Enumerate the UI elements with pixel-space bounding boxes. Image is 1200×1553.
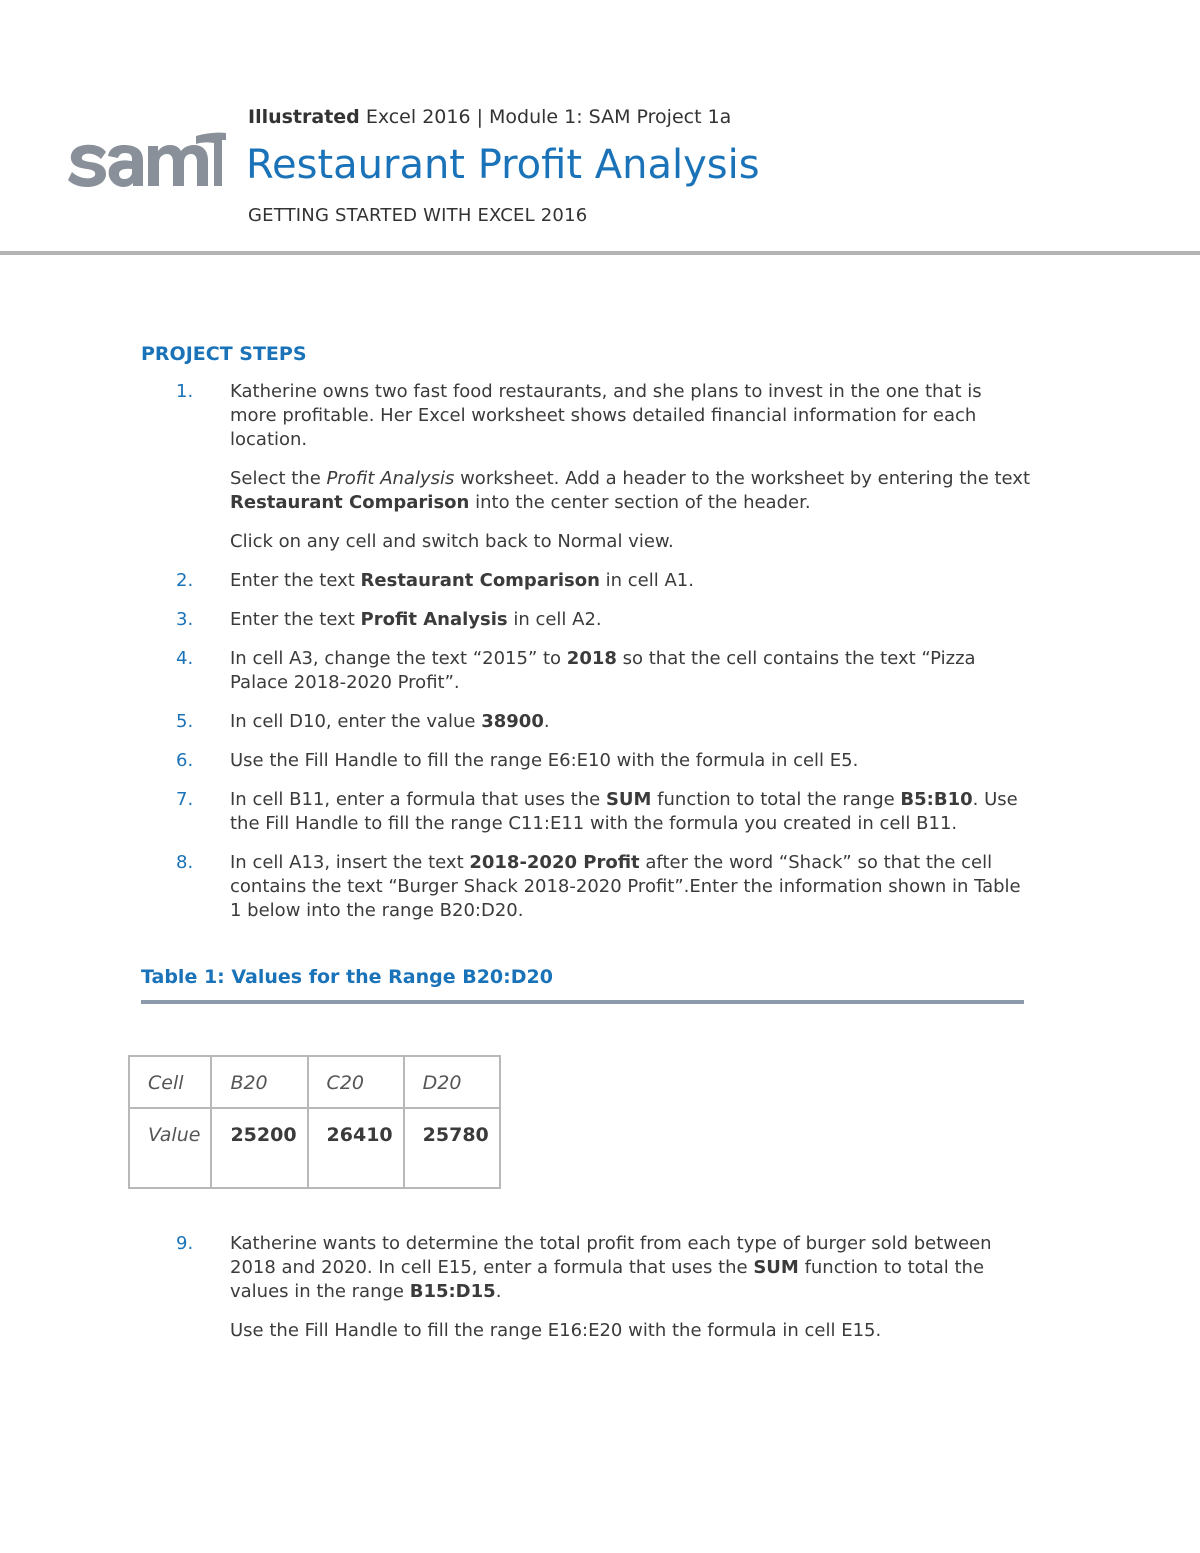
step-number: 7. — [176, 789, 194, 810]
step-paragraph: Katherine wants to determine the total profit from each type of burger sold between 2018 and 2020. In cell E15, enter a formula that uses the SUM function to total the values in the range B15:D15. — [230, 1233, 992, 1302]
step-1 — [141, 380, 1031, 554]
step-6 — [141, 749, 1031, 773]
steps-list — [141, 380, 1031, 938]
step-number: 1. — [176, 381, 194, 402]
step-paragraph: Click on any cell and switch back to Normal view. — [230, 531, 674, 552]
step-2 — [141, 569, 1031, 593]
table-cell: B20 — [211, 1056, 307, 1108]
brand-bold: Illustrated — [248, 106, 360, 128]
table-header-row — [129, 1056, 500, 1108]
step-paragraph: Select the Profit Analysis worksheet. Add a header to the worksheet by entering the text Restaurant Comparison into the center section of the header. — [230, 468, 1031, 513]
step-number: 5. — [176, 711, 194, 732]
project-steps-heading: PROJECT STEPS — [141, 343, 307, 365]
header-divider — [0, 251, 1200, 255]
document-title: Restaurant Profit Analysis — [246, 142, 760, 188]
step-paragraph: Enter the text Restaurant Comparison in cell A1. — [230, 570, 694, 591]
step-paragraph: Enter the text Profit Analysis in cell A2. — [230, 609, 602, 630]
step-3 — [141, 608, 1031, 632]
sam-logo-icon — [68, 130, 228, 192]
step-paragraph: In cell B11, enter a formula that uses the SUM function to total the range B5:B10. Use the Fill Handle to fill the range C11:E11 with the formula you created in cell B11. — [230, 789, 1018, 834]
table-cell: 25200 — [211, 1108, 307, 1188]
table-cell: D20 — [404, 1056, 500, 1108]
step-8 — [141, 851, 1031, 923]
table-heading: Table 1: Values for the Range B20:D20 — [141, 966, 553, 988]
step-paragraph: In cell D10, enter the value 38900. — [230, 711, 550, 732]
table-heading-divider — [141, 1000, 1024, 1004]
table-cell: 25780 — [404, 1108, 500, 1188]
step-paragraph: Katherine owns two fast food restaurants, and she plans to invest in the one that is more profitable. Her Excel worksheet shows detailed financial information for each location. — [230, 381, 982, 450]
step-7 — [141, 788, 1031, 836]
table-cell: C20 — [308, 1056, 404, 1108]
step-4 — [141, 647, 1031, 695]
step-number: 2. — [176, 570, 194, 591]
table-row — [129, 1108, 500, 1188]
step-number: 3. — [176, 609, 194, 630]
step-paragraph: In cell A13, insert the text 2018-2020 Profit after the word “Shack” so that the cell contains the text “Burger Shack 2018-2020 Profit”.Enter the information shown in Table 1 below into the range B20:D20. — [230, 852, 1021, 921]
brand-rest: Excel 2016 | Module 1: SAM Project 1a — [359, 106, 732, 128]
module-header — [248, 106, 731, 128]
step-paragraph: Use the Fill Handle to fill the range E16:E20 with the formula in cell E15. — [230, 1320, 882, 1341]
step-number: 9. — [176, 1233, 194, 1254]
step-number: 8. — [176, 852, 194, 873]
steps-list-continued — [141, 1232, 1031, 1358]
step-paragraph: Use the Fill Handle to fill the range E6:E10 with the formula in cell E5. — [230, 750, 859, 771]
table-cell: Value — [129, 1108, 211, 1188]
table-cell: 26410 — [308, 1108, 404, 1188]
step-number: 4. — [176, 648, 194, 669]
step-number: 6. — [176, 750, 194, 771]
table-cell: Cell — [129, 1056, 211, 1108]
document-subtitle: GETTING STARTED WITH EXCEL 2016 — [248, 205, 588, 226]
step-9 — [141, 1232, 1031, 1343]
step-5 — [141, 710, 1031, 734]
step-paragraph: In cell A3, change the text “2015” to 2018 so that the cell contains the text “Pizza Palace 2018-2020 Profit”. — [230, 648, 976, 693]
values-table — [128, 1055, 501, 1189]
